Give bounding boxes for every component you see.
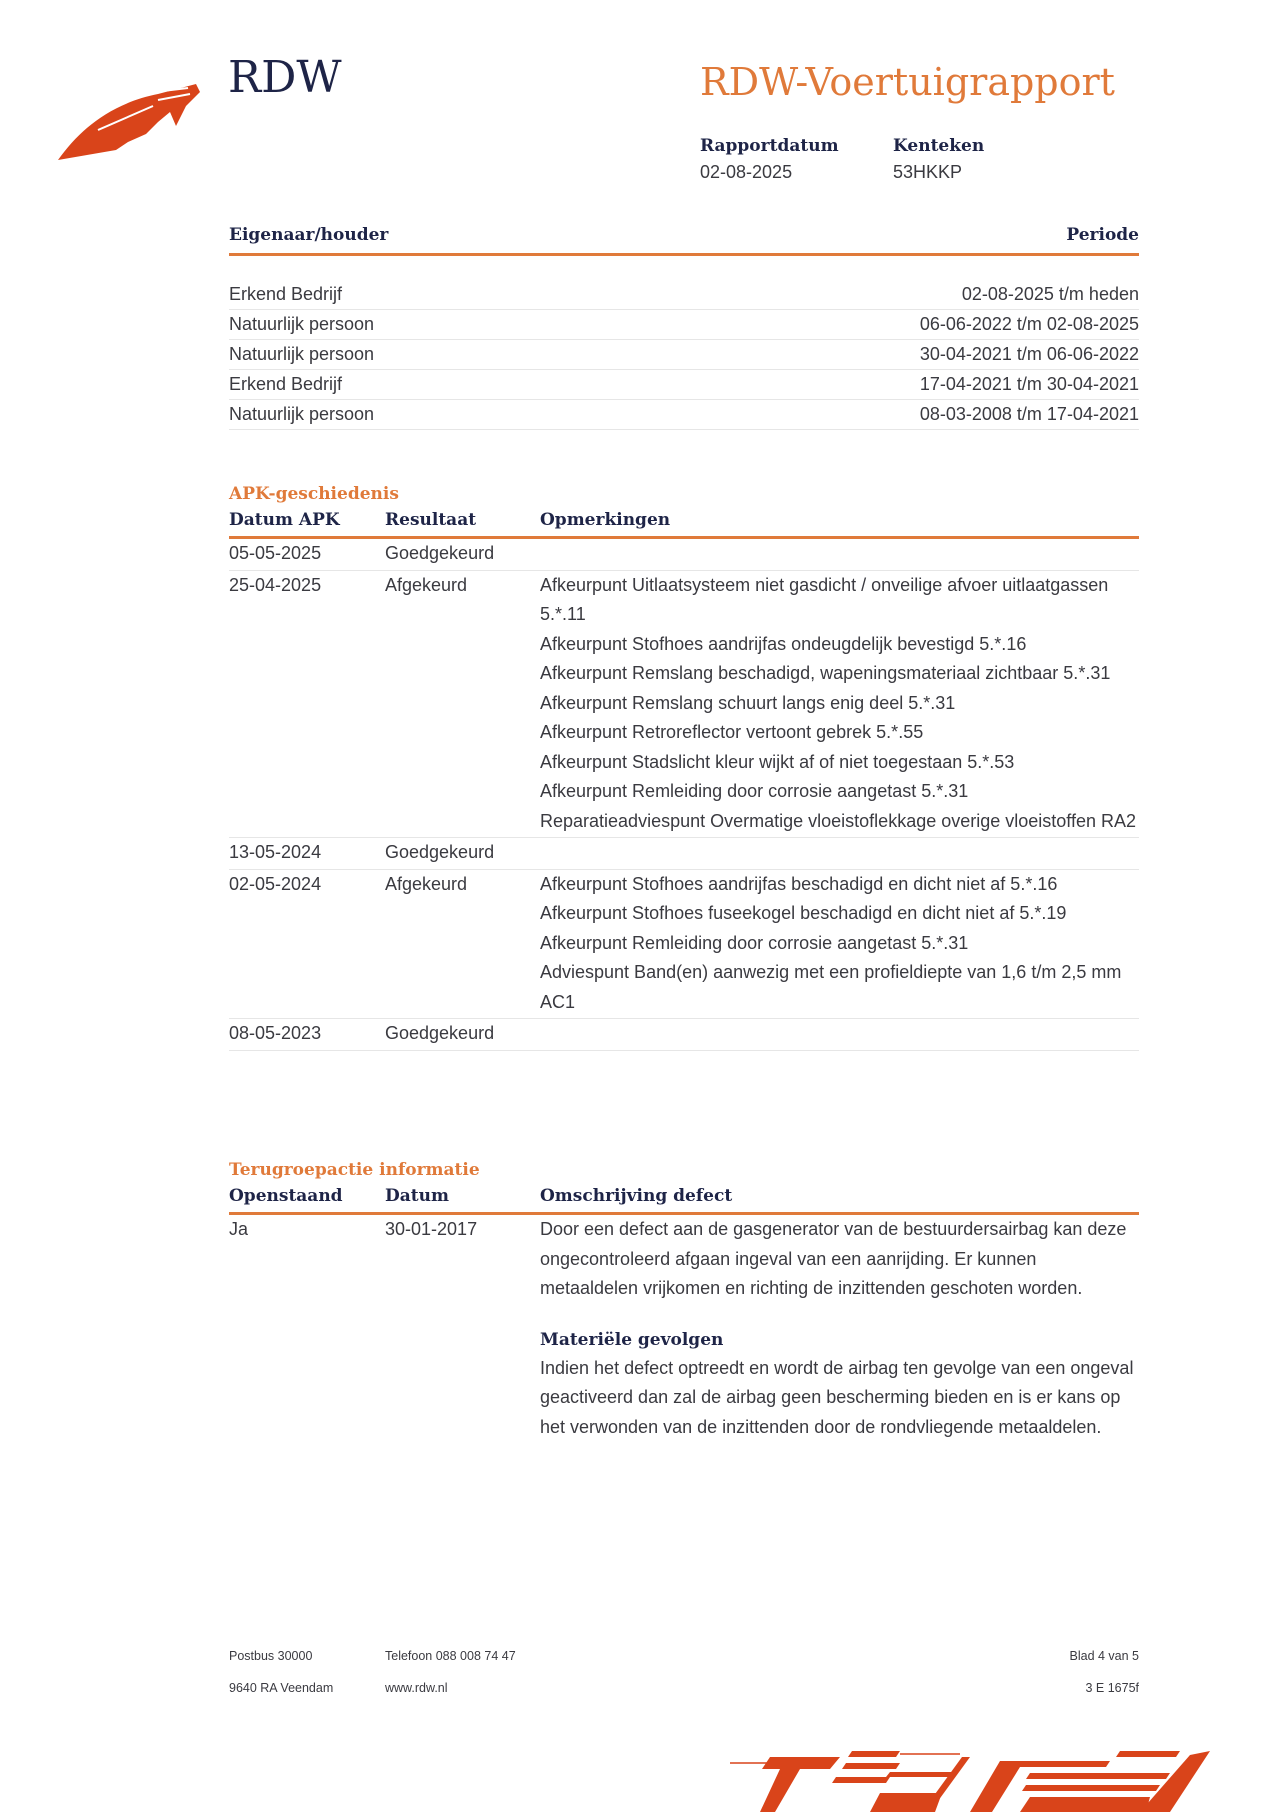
apk-row <box>229 838 1139 870</box>
apk-remark: Afkeurpunt Stadslicht kleur wijkt af of niet toegestaan 5.*.53 <box>540 751 1015 772</box>
apk-remark: Adviespunt Band(en) aanwezig met een profieldiepte van 1,6 t/m 2,5 mm AC1 <box>540 962 1122 1012</box>
apk-result: Goedgekeurd <box>385 543 495 563</box>
apk-remarks <box>540 870 1139 1018</box>
col-recall-date: Datum <box>385 1186 449 1206</box>
apk-remarks <box>540 1019 1139 1049</box>
apk-remark: Afkeurpunt Uitlaatsysteem niet gasdicht / onveilige afvoer uitlaatgassen 5.*.11 <box>540 574 1109 624</box>
apk-remark: Afkeurpunt Remslang beschadigd, wapeningsmateriaal zichtbaar 5.*.31 <box>540 663 1111 683</box>
apk-date: 05-05-2025 <box>229 543 322 563</box>
recall-details <box>540 1215 1139 1442</box>
apk-remark: Afkeurpunt Remleiding door corrosie aangetast 5.*.31 <box>540 932 969 953</box>
recall-row <box>229 1215 1139 1443</box>
owner-history-table <box>229 225 1139 430</box>
report-date-label: Rapportdatum <box>700 136 839 156</box>
footer-page-number: Blad 4 van 5 <box>1069 1649 1139 1663</box>
owner-period: 06-06-2022 t/m 02-08-2025 <box>919 314 1139 334</box>
consequences-text: Indien het defect optreedt en wordt de airbag ten gevolge van een ongeval geactiveerd dan zal de airbag geen bescherming bieden en is er kans op het verwonden van de inzittenden door de rondvliegende metaaldelen. <box>540 1357 1134 1437</box>
plate-value: 53HKKP <box>893 162 963 182</box>
recall-description: Door een defect aan de gasgenerator van de bestuurdersairbag kan deze ongecontroleerd afgaan ingeval van een aanrijding. Er kunnen metaaldelen vrijkomen en richting de inzittenden geschoten worden. <box>540 1219 1127 1298</box>
apk-history-section <box>229 484 1139 1051</box>
apk-result: Goedgekeurd <box>385 1023 495 1043</box>
apk-remark: Afkeurpunt Stofhoes fuseekogel beschadigd en dicht niet af 5.*.19 <box>540 903 1067 923</box>
apk-date: 02-05-2024 <box>229 873 322 894</box>
owner-period: 02-08-2025 t/m heden <box>961 284 1139 304</box>
apk-remark: Afkeurpunt Retroreflector vertoont gebrek 5.*.55 <box>540 722 924 742</box>
owner-period: 08-03-2008 t/m 17-04-2021 <box>919 404 1139 424</box>
apk-result: Afgekeurd <box>385 574 468 595</box>
plate-block <box>893 136 984 183</box>
owner-row <box>229 400 1139 430</box>
owner-period: 17-04-2021 t/m 30-04-2021 <box>919 374 1139 394</box>
apk-remarks <box>540 838 1139 868</box>
owner-type: Erkend Bedrijf <box>229 374 343 394</box>
recall-open: Ja <box>229 1219 249 1239</box>
apk-remark: Afkeurpunt Stofhoes aandrijfas ondeugdelijk bevestigd 5.*.16 <box>540 633 1027 654</box>
report-date-value: 02-08-2025 <box>700 162 793 182</box>
recall-date: 30-01-2017 <box>385 1219 478 1239</box>
owner-rows <box>229 280 1139 430</box>
footer-phone: Telefoon 088 008 74 47 <box>385 1649 516 1663</box>
plate-label: Kenteken <box>893 136 985 156</box>
owner-type: Erkend Bedrijf <box>229 284 343 304</box>
footer-website[interactable]: www.rdw.nl <box>385 1681 448 1695</box>
footer-address-1: Postbus 30000 <box>229 1649 313 1663</box>
owner-row <box>229 340 1139 370</box>
footer-doc-code: 3 E 1675f <box>1085 1681 1139 1695</box>
owner-type: Natuurlijk persoon <box>229 404 375 424</box>
apk-title: APK-geschiedenis <box>229 484 399 504</box>
recall-table-header <box>229 1180 1139 1215</box>
col-apk-date: Datum APK <box>229 510 340 530</box>
recall-title: Terugroepactie informatie <box>229 1160 480 1180</box>
col-period: Periode <box>1066 225 1139 245</box>
consequences-label: Materiële gevolgen <box>540 1329 724 1350</box>
col-apk-result: Resultaat <box>385 510 477 530</box>
owner-row <box>229 310 1139 340</box>
owner-row <box>229 280 1139 310</box>
owner-row <box>229 370 1139 400</box>
owner-type: Natuurlijk persoon <box>229 344 375 364</box>
report-title: RDW-Voertuigrapport <box>700 60 1115 104</box>
apk-date: 25-04-2025 <box>229 574 322 595</box>
apk-row <box>229 870 1139 1020</box>
rdw-logo-icon <box>58 82 208 162</box>
footer-address-2: 9640 RA Veendam <box>229 1681 334 1695</box>
owner-period: 30-04-2021 t/m 06-06-2022 <box>919 344 1139 364</box>
col-recall-desc: Omschrijving defect <box>540 1186 733 1206</box>
apk-remark: Afkeurpunt Remslang schuurt langs enig deel 5.*.31 <box>540 692 956 713</box>
apk-result: Goedgekeurd <box>385 842 495 862</box>
apk-remark: Afkeurpunt Stofhoes aandrijfas beschadigd en dicht niet af 5.*.16 <box>540 873 1058 894</box>
apk-remark: Afkeurpunt Remleiding door corrosie aangetast 5.*.31 <box>540 781 969 801</box>
apk-remarks <box>540 571 1139 837</box>
apk-rows <box>229 539 1139 1051</box>
owner-table-header <box>229 225 1139 256</box>
logo-text: RDW <box>228 52 342 103</box>
col-owner: Eigenaar/houder <box>229 225 389 245</box>
col-apk-remarks: Opmerkingen <box>540 510 671 530</box>
apk-row <box>229 1019 1139 1051</box>
apk-remark: Reparatieadviespunt Overmatige vloeistoflekkage overige vloeistoffen RA2 <box>540 810 1137 831</box>
apk-date: 08-05-2023 <box>229 1023 322 1043</box>
rdw-stripes-icon <box>730 1745 1280 1812</box>
apk-remarks <box>540 539 1139 569</box>
apk-result: Afgekeurd <box>385 873 468 894</box>
page-footer <box>229 1640 1139 1704</box>
col-recall-open: Openstaand <box>229 1186 343 1206</box>
apk-table-header <box>229 504 1139 539</box>
report-date-block <box>700 136 839 183</box>
owner-type: Natuurlijk persoon <box>229 314 375 334</box>
recall-section <box>229 1160 1139 1443</box>
apk-row <box>229 539 1139 571</box>
apk-date: 13-05-2024 <box>229 842 322 862</box>
apk-row <box>229 571 1139 839</box>
